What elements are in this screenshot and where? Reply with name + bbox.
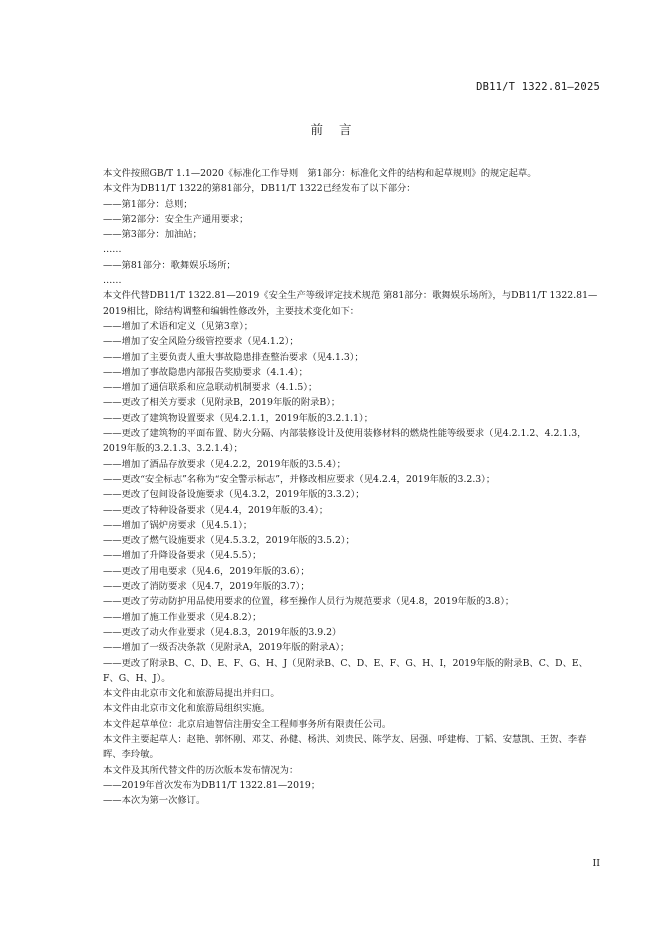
foreword-paragraph: ——增加了通信联系和应急联动机制要求（4.1.5）； [103, 382, 318, 394]
standard-number: DB11/T 1322.81—2025 [476, 81, 600, 93]
foreword-paragraph: ——增加了事故隐患内部报告奖励要求（4.1.4）； [103, 366, 308, 378]
foreword-paragraph: ——更改了建筑物设置要求（见4.2.1.1，2019年版的3.2.1.1）； [103, 412, 373, 424]
foreword-paragraph: ——增加了一级否决条款（见附录A，2019年版的附录A）； [103, 642, 350, 654]
foreword-paragraph: ——更改了相关方要求（见附录B，2019年版的附录B）； [103, 397, 341, 409]
foreword-paragraph: 本文件主要起草人：赵艳、郭怀刚、邓艾、孙健、杨洪、刘贵民、陈学友、居强、呼建梅、丁韬、安慧凯、王贺、李春晖、李玲敏。 [103, 733, 587, 761]
foreword-paragraph: ——增加了术语和定义（见第3章）； [103, 320, 254, 332]
foreword-paragraph: 本文件按照GB/T 1.1—2020《标准化工作导则 第1部分：标准化文件的结构和起草规则》的规定起草。 [103, 168, 537, 179]
foreword-paragraph: ——更改了燃气设施要求（见4.5.3.2，2019年版的3.5.2）； [103, 535, 355, 547]
foreword-paragraph: ——更改了包间设备设施要求（见4.3.2，2019年版的3.3.2）； [103, 489, 365, 501]
foreword-paragraph: 本文件起草单位：北京启迪智信注册安全工程师事务所有限责任公司。 [103, 718, 392, 730]
foreword-paragraph: 本文件代替DB11/T 1322.81—2019《安全生产等级评定技术规范 第81部分：歌舞娱乐场所》，与DB11/T 1322.81—2019相比，除结构调整和编辑性修改外，主要技术变化如下： [103, 290, 598, 317]
foreword-paragraph: …… [103, 244, 122, 256]
foreword-paragraph: ——2019年首次发布为DB11/T 1322.81—2019； [103, 779, 321, 791]
foreword-paragraph: ——增加了酒品存放要求（见4.2.2，2019年版的3.5.4）； [103, 458, 346, 470]
foreword-paragraph: ——增加了安全风险分级管控要求（见4.1.2）； [103, 336, 299, 348]
foreword-paragraph: ——更改了用电要求（见4.6，2019年版的3.6）； [103, 565, 310, 577]
foreword-paragraph: ——增加了主要负责人重大事故隐患排查整治要求（见4.1.3）； [103, 351, 364, 363]
foreword-paragraph: ——增加了施工作业要求（见4.8.2）； [103, 611, 262, 623]
foreword-paragraph: ——第2部分：安全生产通用要求； [103, 213, 249, 225]
foreword-paragraph: 本文件由北京市文化和旅游局提出并归口。 [103, 688, 280, 700]
foreword-paragraph: ——更改了消防要求（见4.7，2019年版的3.7）； [103, 581, 310, 593]
foreword-paragraph: ——第3部分：加油站； [103, 229, 202, 241]
foreword-paragraph: ——更改了附录B、C、D、E、F、G、H、J（见附录B、C、D、E、F、G、H、I，2019年版的附录B、C、D、E、F、G、H、J）。 [103, 657, 588, 684]
foreword-paragraph: ——更改“安全标志”名称为“安全警示标志”，并修改相应要求（见4.2.4，2019年版的3.2.3）； [103, 473, 496, 485]
foreword-paragraph: ——更改了特种设备要求（见4.4，2019年版的3.4）； [103, 504, 329, 516]
foreword-paragraph: 本文件及其所代替文件的历次版本发布情况为： [103, 764, 299, 776]
foreword-paragraph: …… [103, 275, 122, 287]
foreword-paragraph: 本文件为DB11/T 1322的第81部分，DB11/T 1322已经发布了以下部分： [103, 183, 416, 195]
foreword-paragraph: ——第81部分：歌舞娱乐场所； [103, 259, 236, 271]
page-number: II [592, 858, 600, 869]
foreword-paragraph: ——更改了动火作业要求（见4.8.3，2019年版的3.9.2） [103, 626, 342, 638]
foreword-paragraph: ——第1部分：总则； [103, 198, 193, 210]
foreword-paragraph: ——增加了升降设备要求（见4.5.5）； [103, 550, 262, 562]
foreword-content [103, 166, 601, 808]
foreword-paragraph: ——更改了劳动防护用品使用要求的位置，移至操作人员行为规范要求（见4.8，2019年版的3.8）； [103, 596, 515, 608]
page-title: 前言 [310, 122, 368, 137]
foreword-paragraph: 本文件由北京市文化和旅游局组织实施。 [103, 703, 271, 715]
foreword-paragraph: ——增加了锅炉房要求（见4.5.1）； [103, 519, 253, 531]
foreword-paragraph: ——更改了建筑物的平面布置、防火分隔、内部装修设计及使用装修材料的燃烧性能等级要求（见4.2.1.2、4.2.1.3，2019年版的3.2.1.3、3.2.1.4）； [103, 428, 587, 455]
foreword-paragraph: ——本次为第一次修订。 [103, 795, 206, 807]
